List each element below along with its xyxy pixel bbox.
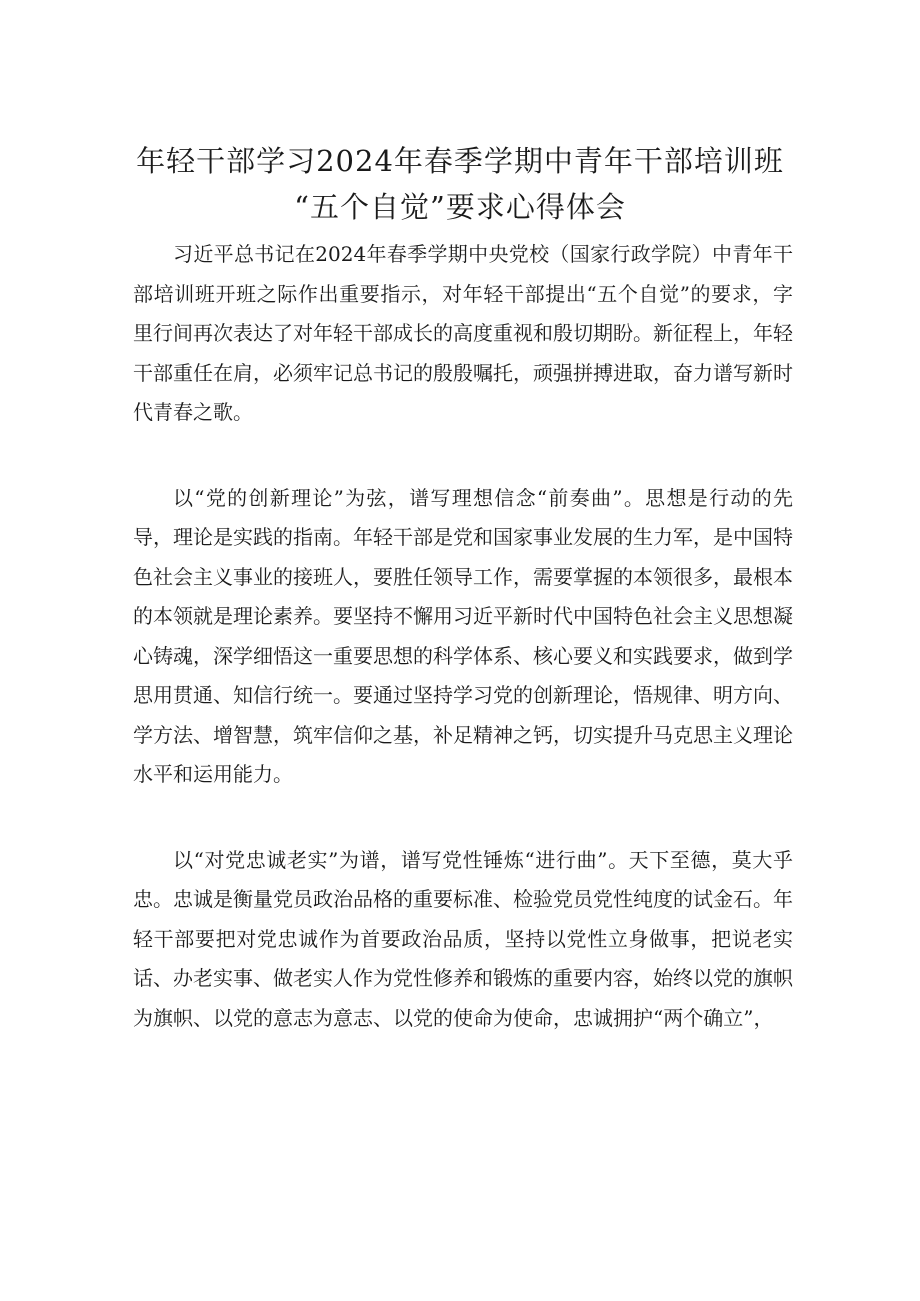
paragraph-2: 以“党的创新理论”为弦，谱写理想信念“前奏曲”。思想是行动的先导，理论是实践的指南。年轻干部是党和国家事业发展的生力军，是中国特色社会主义事业的接班人，要胜任领导工作，需要掌握的本领很多，最根本的本领就是理论素养。要坚持不懈用习近平新时代中国特色社会主义思想凝心铸魂，深学细悟这一重要思想的科学体系、核心要义和实践要求，做到学思用贯通、知信行统一。要通过坚持学习党的创新理论，悟规律、明方向、学方法、增智慧，筑牢信仰之基，补足精神之钙，切实提升马克思主义理论水平和运用能力。	[133, 485, 793, 786]
paragraph-3: 以“对党忠诚老实”为谱，谱写党性锤炼“进行曲”。天下至德，莫大乎忠。忠诚是衡量党员政治品格的重要标准、检验党员党性纯度的试金石。年轻干部要把对党忠诚作为首要政治品质，坚持以党性立身做事，把说老实话、办老实事、做老实人作为党性修养和锻炼的重要内容，始终以党的旗帜为旗帜、以党的意志为意志、以党的使命为使命，忠诚拥护“两个确立”，	[133, 847, 793, 1030]
paragraph-1: 习近平总书记在2024年春季学期中央党校（国家行政学院）中青年干部培训班开班之际作出重要指示，对年轻干部提出“五个自觉”的要求，字里行间再次表达了对年轻干部成长的高度重视和殷切期盼。新征程上，年轻干部重任在肩，必须牢记总书记的殷殷嘱托，顽强拼搏进取，奋力谱写新时代青春之歌。	[133, 242, 793, 424]
title-line-1: 年轻干部学习2024年春季学期中青年干部培训班	[136, 144, 784, 178]
document-title	[0, 138, 920, 230]
title-line-2: “五个自觉”要求心得体会	[294, 190, 626, 224]
document-body	[133, 235, 793, 1084]
